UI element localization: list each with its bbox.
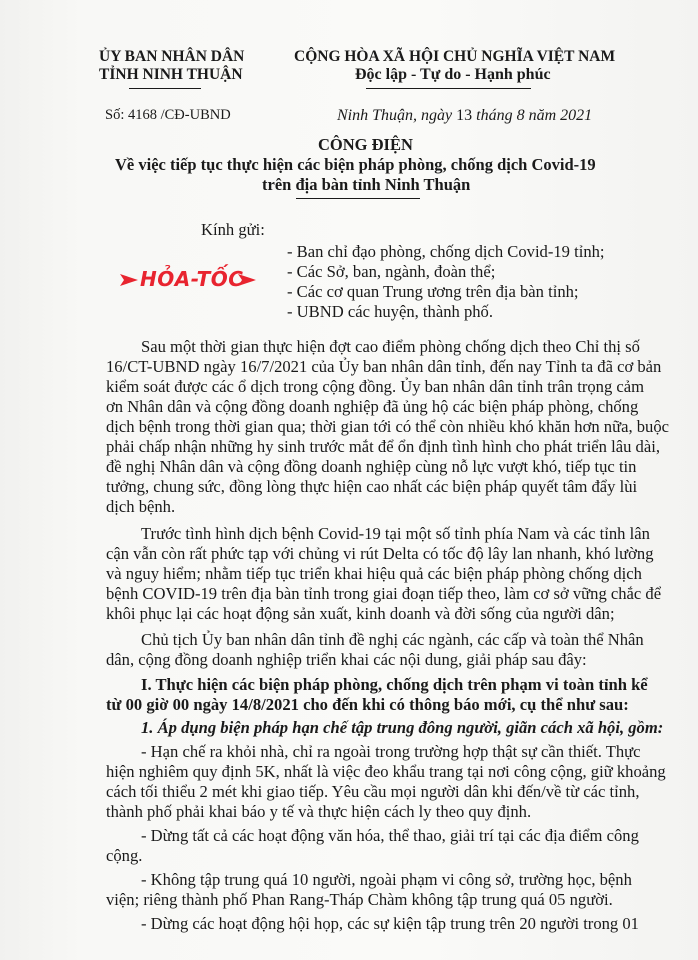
recipient-item: - Các Sở, ban, ngành, đoàn thể;	[287, 262, 496, 281]
body-line: tưởng, chung sức, đồng lòng thực hiện cao nhất các biện pháp quyết tâm đẩy lùi	[106, 477, 638, 496]
body-line: phải chấp nhận những hy sinh trước mắt để ổn định tình hình cho phát triển lâu dài,	[106, 437, 660, 456]
body-line: dịch bệnh.	[106, 497, 176, 516]
body-line: Trước tình hình dịch bệnh Covid-19 tại một số tỉnh phía Nam và các tỉnh lân	[141, 524, 650, 543]
body-line: - Hạn chế ra khỏi nhà, chỉ ra ngoài trong trường hợp thật sự cần thiết. Thực	[141, 742, 641, 761]
body-line: thành phố phải khai báo y tế và thực hiện cách ly theo quy định.	[106, 802, 532, 821]
body-line: kiểm soát được các ổ dịch trong cộng đồng. Ủy ban nhân dân tỉnh trân trọng cảm	[106, 377, 645, 396]
subsection-heading: 1. Áp dụng biện pháp hạn chế tập trung đông người, giãn cách xã hội, gồm:	[141, 718, 664, 737]
recipient-item: - Ban chỉ đạo phòng, chống dịch Covid-19 tỉnh;	[287, 242, 605, 261]
doc-number: Số: 4168 /CĐ-UBND	[105, 107, 231, 123]
stamp-text: HỎA-TỐC	[140, 267, 244, 291]
org-line2: TỈNH NINH THUẬN	[99, 66, 243, 83]
title-underline	[296, 198, 420, 199]
body-line: khôi phục lại các hoạt động sản xuất, kinh doanh và đời sống của người dân;	[106, 604, 615, 623]
doc-heading: CÔNG ĐIỆN	[318, 135, 413, 154]
place-date-day: 13	[456, 107, 473, 124]
body-line: cộng.	[106, 846, 143, 865]
org-line1: ỦY BAN NHÂN DÂN	[99, 48, 245, 65]
body-line: cận vẫn còn rất phức tạp với chủng vi rút Delta có tốc độ lây lan nhanh, khó lường	[106, 544, 654, 563]
section-heading: I. Thực hiện các biện pháp phòng, chống dịch trên phạm vi toàn tỉnh kể	[141, 675, 648, 694]
doc-subject-line1: Về việc tiếp tục thực hiện các biện pháp phòng, chống dịch Covid-19	[115, 155, 596, 174]
recipient-item: - Các cơ quan Trung ương trên địa bàn tỉnh;	[287, 282, 579, 301]
body-line: hiện nghiêm quy định 5K, nhất là việc đeo khẩu trang tại nơi công cộng, giữ khoảng	[106, 762, 666, 781]
recipient-item: - UBND các huyện, thành phố.	[287, 302, 493, 321]
body-line: dân, cộng đồng doanh nghiệp triển khai các nội dung, giải pháp sau đây:	[106, 650, 587, 669]
body-line: Sau một thời gian thực hiện đợt cao điểm phòng chống dịch theo Chỉ thị số	[141, 337, 640, 356]
body-line: ơn Nhân dân và cộng đồng doanh nghiệp đã ủng hộ các biện pháp phòng, chống	[106, 397, 639, 416]
motto: Độc lập - Tự do - Hạnh phúc	[355, 66, 551, 83]
place-date-suffix: tháng 8 năm 2021	[472, 107, 593, 124]
recipients-label: Kính gửi:	[201, 220, 265, 239]
body-line: - Không tập trung quá 10 người, ngoài phạm vi công sở, trường học, bệnh	[141, 870, 632, 889]
body-line: và nguy hiểm; nhằm tiếp tục triển khai hiệu quả các biện pháp phòng chống dịch	[106, 564, 642, 583]
body-line: 16/CT-UBND ngày 16/7/2021 của Ủy ban nhân dân tỉnh, đến nay Tỉnh ta đã cơ bản	[106, 357, 662, 376]
urgent-stamp	[116, 265, 258, 295]
body-line: - Dừng tất cả các hoạt động văn hóa, thể thao, giải trí tại các địa điểm công	[141, 826, 639, 845]
nation-line: CỘNG HÒA XÃ HỘI CHỦ NGHĨA VIỆT NAM	[294, 48, 616, 65]
org-underline	[129, 88, 201, 89]
body-line: cách tối thiểu 2 mét khi giao tiếp. Yêu cầu mọi người dân khi đến/về từ các tỉnh,	[106, 782, 640, 801]
body-line: đề nghị Nhân dân và cộng đồng doanh nghiệp cùng nỗ lực vượt khó, tiếp tục tin	[106, 457, 637, 476]
place-date-prefix: Ninh Thuận, ngày	[337, 107, 457, 124]
motto-underline	[366, 88, 531, 89]
body-line: viện; riêng thành phố Phan Rang-Tháp Chàm không tập trung quá 05 người.	[106, 890, 613, 909]
body-line: - Dừng các hoạt động hội họp, các sự kiện tập trung trên 20 người trong 01	[141, 914, 639, 933]
body-line: Chủ tịch Ủy ban nhân dân tỉnh đề nghị các ngành, các cấp và toàn thể Nhân	[141, 630, 644, 649]
body-line: bệnh COVID-19 trên địa bàn tỉnh trong giai đoạn tiếp theo, làm cơ sở vững chắc để	[106, 584, 662, 603]
place-date	[337, 107, 592, 125]
doc-subject-line2: trên địa bàn tỉnh Ninh Thuận	[262, 175, 471, 194]
body-line: dịch bệnh trong thời gian qua; thời gian tới có thể còn nhiều khó khăn hơn nữa, buộc	[106, 417, 669, 436]
section-heading: từ 00 giờ 00 ngày 14/8/2021 cho đến khi có thông báo mới, cụ thể như sau:	[106, 695, 629, 714]
